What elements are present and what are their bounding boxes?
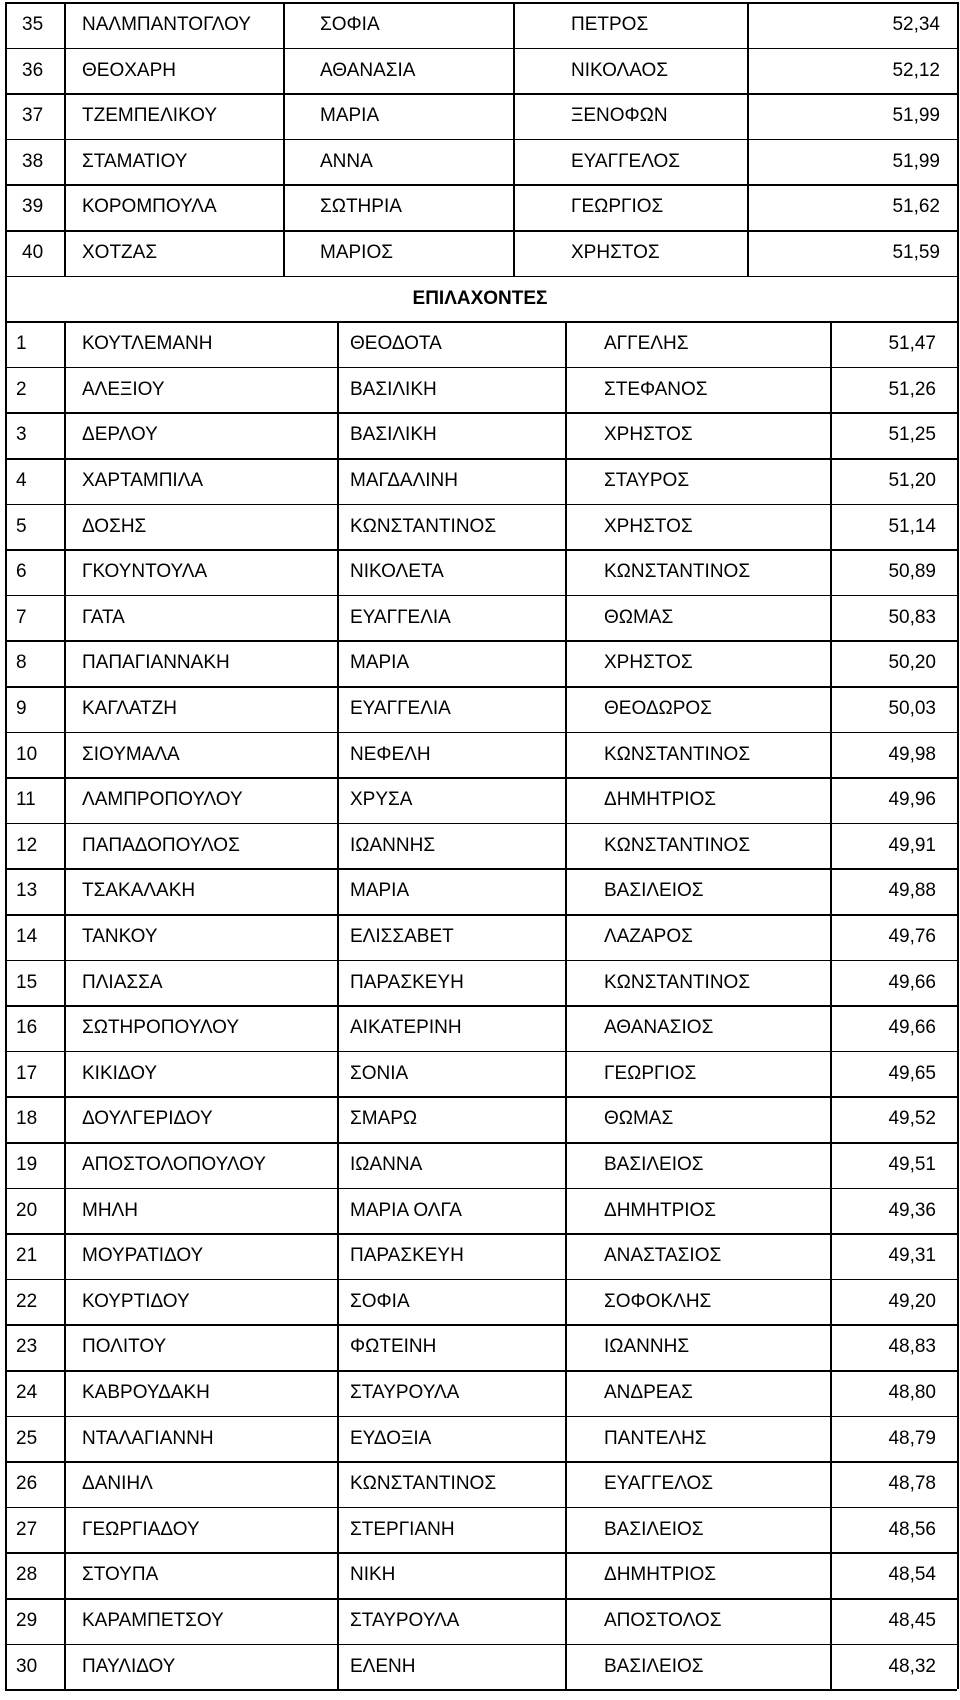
table-gridline <box>565 321 567 1689</box>
cell-score: 49,66 <box>888 971 936 993</box>
table-row <box>0 1507 960 1553</box>
cell-father: ΠΕΤΡΟΣ <box>571 14 649 35</box>
cell-n: 24 <box>16 1382 38 1403</box>
cell-name: ΑΝΝΑ <box>320 150 373 172</box>
cell-n: 30 <box>16 1655 38 1677</box>
cell-n: 7 <box>16 606 27 628</box>
cell-name: ΣΟΦΙΑ <box>320 14 380 35</box>
cell-score: 52,34 <box>892 14 940 35</box>
cell-n: 12 <box>16 834 38 856</box>
cell-n: 17 <box>16 1062 38 1084</box>
cell-n: 23 <box>16 1336 38 1358</box>
cell-father: ΔΗΜΗΤΡΙΟΣ <box>604 789 717 811</box>
cell-father: ΑΝΑΣΤΑΣΙΟΣ <box>604 1245 722 1267</box>
cell-father: ΘΩΜΑΣ <box>604 1108 674 1130</box>
cell-name: ΜΑΡΙΑ ΟΛΓΑ <box>350 1199 462 1221</box>
cell-surname: ΓΑΤΑ <box>82 606 125 628</box>
cell-surname: ΠΑΠΑΔΟΠΟΥΛΟΣ <box>82 834 240 856</box>
cell-father: ΕΥΑΓΓΕΛΟΣ <box>604 1473 714 1495</box>
cell-score: 50,83 <box>888 606 936 628</box>
table-row <box>0 1552 960 1598</box>
cell-score: 49,66 <box>888 1017 936 1039</box>
cell-n: 36 <box>22 59 44 81</box>
cell-father: ΣΟΦΟΚΛΗΣ <box>604 1290 712 1312</box>
table-row <box>0 1416 960 1462</box>
cell-n: 16 <box>16 1017 38 1039</box>
cell-surname: ΠΛΙΑΣΣΑ <box>82 971 163 993</box>
cell-father: ΕΥΑΓΓΕΛΟΣ <box>571 150 681 172</box>
table-row <box>0 504 960 550</box>
cell-father: ΠΑΝΤΕΛΗΣ <box>604 1427 707 1449</box>
cell-n: 5 <box>16 515 27 537</box>
table-row <box>0 732 960 778</box>
table-row <box>0 868 960 914</box>
cell-n: 3 <box>16 424 27 446</box>
cell-name: ΜΑΡΙΟΣ <box>320 242 393 263</box>
cell-n: 25 <box>16 1427 38 1449</box>
cell-n: 28 <box>16 1564 38 1586</box>
cell-father: ΑΘΑΝΑΣΙΟΣ <box>604 1017 714 1039</box>
table-row <box>0 1324 960 1370</box>
cell-name: ΕΥΑΓΓΕΛΙΑ <box>350 606 451 628</box>
cell-n: 29 <box>16 1610 38 1631</box>
cell-score: 51,62 <box>892 196 940 218</box>
table-row <box>0 595 960 641</box>
cell-surname: ΤΣΑΚΑΛΑΚΗ <box>82 880 196 902</box>
table-row <box>0 139 960 185</box>
table-gridline <box>283 2 285 276</box>
cell-score: 52,12 <box>892 59 940 81</box>
cell-name: ΦΩΤΕΙΝΗ <box>350 1336 437 1358</box>
cell-surname: ΠΑΥΛΙΔΟΥ <box>82 1655 176 1677</box>
table-row <box>0 1051 960 1097</box>
cell-father: ΧΡΗΣΤΟΣ <box>571 242 660 263</box>
cell-score: 49,20 <box>888 1290 936 1312</box>
table-gridline <box>5 276 7 322</box>
cell-father: ΣΤΑΥΡΟΣ <box>604 470 690 491</box>
cell-name: ΒΑΣΙΛΙΚΗ <box>350 424 437 446</box>
cell-father: ΘΕΟΔΩΡΟΣ <box>604 698 712 719</box>
cell-n: 14 <box>16 926 38 947</box>
table-row <box>0 777 960 823</box>
cell-surname: ΤΑΝΚΟΥ <box>82 926 158 947</box>
cell-surname: ΠΑΠΑΓΙΑΝΝΑΚΗ <box>82 652 230 674</box>
table-row <box>0 1188 960 1234</box>
cell-score: 50,03 <box>888 698 936 719</box>
cell-father: ΔΗΜΗΤΡΙΟΣ <box>604 1199 717 1221</box>
cell-n: 22 <box>16 1290 38 1312</box>
cell-father: ΔΗΜΗΤΡΙΟΣ <box>604 1564 717 1586</box>
cell-surname: ΣΤΟΥΠΑ <box>82 1564 159 1586</box>
cell-score: 48,79 <box>888 1427 936 1449</box>
table-row <box>0 1005 960 1051</box>
cell-father: ΚΩΝΣΤΑΝΤΙΝΟΣ <box>604 561 751 583</box>
cell-name: ΚΩΝΣΤΑΝΤΙΝΟΣ <box>350 1473 497 1495</box>
table-row <box>0 914 960 960</box>
cell-score: 51,59 <box>892 242 940 263</box>
cell-surname: ΣΤΑΜΑΤΙΟΥ <box>82 150 188 172</box>
cell-surname: ΠΟΛΙΤΟΥ <box>82 1336 167 1358</box>
cell-score: 51,20 <box>888 470 936 491</box>
cell-n: 27 <box>16 1518 38 1540</box>
cell-name: ΘΕΟΔΟΤΑ <box>350 333 442 355</box>
table-row <box>0 640 960 686</box>
table-row <box>0 1644 960 1690</box>
cell-n: 20 <box>16 1199 38 1221</box>
cell-score: 48,45 <box>888 1610 936 1631</box>
cell-name: ΣΜΑΡΩ <box>350 1108 418 1130</box>
cell-name: ΙΩΑΝΝΗΣ <box>350 834 436 856</box>
cell-n: 13 <box>16 880 38 902</box>
table-gridline <box>957 276 959 322</box>
cell-score: 51,99 <box>892 150 940 172</box>
table-gridline <box>957 2 959 276</box>
cell-score: 51,47 <box>888 333 936 355</box>
table-gridline <box>830 321 832 1689</box>
cell-name: ΕΛΕΝΗ <box>350 1655 416 1677</box>
cell-n: 11 <box>16 789 36 811</box>
table-row <box>0 367 960 413</box>
cell-score: 51,14 <box>888 515 936 537</box>
cell-surname: ΓΕΩΡΓΙΑΔΟΥ <box>82 1518 200 1540</box>
cell-father: ΒΑΣΙΛΕΙΟΣ <box>604 880 704 902</box>
cell-score: 49,88 <box>888 880 936 902</box>
table-gridline <box>5 321 7 1689</box>
cell-n: 21 <box>16 1245 38 1267</box>
cell-father: ΚΩΝΣΤΑΝΤΙΝΟΣ <box>604 743 751 765</box>
cell-n: 4 <box>16 470 27 491</box>
table-row <box>0 321 960 367</box>
cell-surname: ΔΟΥΛΓΕΡΙΔΟΥ <box>82 1108 213 1130</box>
table-row <box>0 1461 960 1507</box>
cell-name: ΝΙΚΗ <box>350 1564 396 1586</box>
cell-n: 39 <box>22 196 44 218</box>
cell-surname: ΝΑΛΜΠΑΝΤΟΓΛΟΥ <box>82 14 251 35</box>
cell-name: ΝΙΚΟΛΕΤΑ <box>350 561 444 583</box>
table-gridline <box>513 2 515 276</box>
cell-surname: ΚΟΥΤΛΕΜΑΝΗ <box>82 333 213 355</box>
cell-father: ΒΑΣΙΛΕΙΟΣ <box>604 1518 704 1540</box>
table-gridline <box>337 321 339 1689</box>
cell-father: ΛΑΖΑΡΟΣ <box>604 926 693 947</box>
cell-n: 2 <box>16 378 27 400</box>
table-row <box>0 458 960 504</box>
cell-father: ΧΡΗΣΤΟΣ <box>604 515 693 537</box>
table-row <box>0 412 960 458</box>
cell-name: ΧΡΥΣΑ <box>350 789 413 811</box>
cell-surname: ΚΑΒΡΟΥΔΑΚΗ <box>82 1382 210 1403</box>
cell-surname: ΧΟΤΖΑΣ <box>82 242 158 263</box>
cell-father: ΘΩΜΑΣ <box>604 606 674 628</box>
cell-n: 19 <box>16 1154 38 1175</box>
cell-name: ΣΟΦΙΑ <box>350 1290 410 1312</box>
cell-score: 49,51 <box>888 1154 936 1175</box>
cell-father: ΚΩΝΣΤΑΝΤΙΝΟΣ <box>604 971 751 993</box>
table-gridline <box>957 321 959 1689</box>
cell-name: ΕΥΔΟΞΙΑ <box>350 1427 432 1449</box>
table-row <box>0 2 960 48</box>
cell-name: ΑΘΑΝΑΣΙΑ <box>320 59 416 81</box>
table-row <box>0 1598 960 1644</box>
cell-father: ΧΡΗΣΤΟΣ <box>604 424 693 446</box>
cell-n: 37 <box>22 105 44 127</box>
cell-score: 49,91 <box>888 834 936 856</box>
cell-name: ΕΥΑΓΓΕΛΙΑ <box>350 698 451 719</box>
cell-surname: ΚΟΡΟΜΠΟΥΛΑ <box>82 196 217 218</box>
cell-surname: ΚΙΚΙΔΟΥ <box>82 1062 158 1084</box>
cell-score: 49,96 <box>888 789 936 811</box>
cell-score: 48,78 <box>888 1473 936 1495</box>
cell-surname: ΣΙΟΥΜΑΛΑ <box>82 743 180 765</box>
cell-score: 49,65 <box>888 1062 936 1084</box>
table-row <box>0 184 960 230</box>
cell-n: 6 <box>16 561 27 583</box>
table-gridline <box>64 321 66 1689</box>
cell-score: 49,76 <box>888 926 936 947</box>
cell-father: ΒΑΣΙΛΕΙΟΣ <box>604 1154 704 1175</box>
cell-father: ΧΡΗΣΤΟΣ <box>604 652 693 674</box>
cell-father: ΝΙΚΟΛΑΟΣ <box>571 59 669 81</box>
table-row <box>0 960 960 1006</box>
cell-n: 10 <box>16 743 38 765</box>
cell-surname: ΑΠΟΣΤΟΛΟΠΟΥΛΟΥ <box>82 1154 266 1175</box>
cell-surname: ΚΟΥΡΤΙΔΟΥ <box>82 1290 190 1312</box>
cell-name: ΠΑΡΑΣΚΕΥΗ <box>350 1245 464 1267</box>
table-row <box>0 1279 960 1325</box>
cell-score: 50,20 <box>888 652 936 674</box>
cell-father: ΞΕΝΟΦΩΝ <box>571 105 668 127</box>
cell-name: ΝΕΦΕΛΗ <box>350 743 431 765</box>
cell-father: ΑΝΔΡΕΑΣ <box>604 1382 693 1403</box>
table-row <box>0 1370 960 1416</box>
cell-father: ΙΩΑΝΝΗΣ <box>604 1336 690 1358</box>
cell-surname: ΔΕΡΛΟΥ <box>82 424 158 446</box>
table-row <box>0 823 960 869</box>
cell-name: ΣΟΝΙΑ <box>350 1062 409 1084</box>
cell-name: ΠΑΡΑΣΚΕΥΗ <box>350 971 464 993</box>
cell-surname: ΣΩΤΗΡΟΠΟΥΛΟΥ <box>82 1017 240 1039</box>
table-gridline <box>5 1689 957 1691</box>
cell-surname: ΧΑΡΤΑΜΠΙΛΑ <box>82 470 204 491</box>
cell-surname: ΛΑΜΠΡΟΠΟΥΛΟΥ <box>82 789 243 811</box>
table-row <box>0 93 960 139</box>
cell-name: ΜΑΓΔΑΛΙΝΗ <box>350 470 458 491</box>
cell-n: 15 <box>16 971 38 993</box>
table-row <box>0 686 960 732</box>
table-row <box>0 230 960 276</box>
cell-name: ΒΑΣΙΛΙΚΗ <box>350 378 437 400</box>
cell-score: 51,25 <box>888 424 936 446</box>
cell-father: ΓΕΩΡΓΙΟΣ <box>604 1062 697 1084</box>
cell-score: 51,99 <box>892 105 940 127</box>
cell-score: 48,80 <box>888 1382 936 1403</box>
cell-score: 48,32 <box>888 1655 936 1677</box>
cell-n: 18 <box>16 1108 38 1130</box>
cell-surname: ΝΤΑΛΑΓΙΑΝΝΗ <box>82 1427 214 1449</box>
cell-father: ΑΠΟΣΤΟΛΟΣ <box>604 1610 722 1631</box>
cell-surname: ΔΟΣΗΣ <box>82 515 147 537</box>
cell-surname: ΑΛΕΞΙΟΥ <box>82 378 165 400</box>
cell-n: 40 <box>22 242 44 263</box>
table-gridline <box>747 2 749 276</box>
cell-n: 26 <box>16 1473 38 1495</box>
cell-name: ΜΑΡΙΑ <box>350 880 410 902</box>
table-gridline <box>5 276 957 278</box>
cell-surname: ΤΖΕΜΠΕΛΙΚΟΥ <box>82 105 218 127</box>
cell-score: 49,52 <box>888 1108 936 1130</box>
cell-score: 48,83 <box>888 1336 936 1358</box>
cell-father: ΒΑΣΙΛΕΙΟΣ <box>604 1655 704 1677</box>
cell-name: ΙΩΑΝΝΑ <box>350 1154 423 1175</box>
cell-score: 49,36 <box>888 1199 936 1221</box>
table-row <box>0 1233 960 1279</box>
cell-father: ΣΤΕΦΑΝΟΣ <box>604 378 708 400</box>
cell-n: 9 <box>16 698 27 719</box>
cell-surname: ΚΑΓΛΑΤΖΗ <box>82 698 177 719</box>
cell-father: ΚΩΝΣΤΑΝΤΙΝΟΣ <box>604 834 751 856</box>
table-row <box>0 549 960 595</box>
cell-name: ΕΛΙΣΣΑΒΕΤ <box>350 926 454 947</box>
cell-name: ΚΩΝΣΤΑΝΤΙΝΟΣ <box>350 515 497 537</box>
cell-name: ΑΙΚΑΤΕΡΙΝΗ <box>350 1017 462 1039</box>
table-row <box>0 1096 960 1142</box>
cell-name: ΣΤΕΡΓΙΑΝΗ <box>350 1518 455 1540</box>
cell-score: 48,56 <box>888 1518 936 1540</box>
cell-n: 1 <box>16 333 27 355</box>
cell-surname: ΔΑΝΙΗΛ <box>82 1473 153 1495</box>
cell-n: 35 <box>22 14 44 35</box>
section-title-runners-up: ΕΠΙΛΑΧΟΝΤΕΣ <box>412 287 548 309</box>
cell-name: ΜΑΡΙΑ <box>350 652 410 674</box>
cell-surname: ΜΟΥΡΑΤΙΔΟΥ <box>82 1245 204 1267</box>
cell-score: 51,26 <box>888 378 936 400</box>
cell-father: ΑΓΓΕΛΗΣ <box>604 333 689 355</box>
cell-score: 50,89 <box>888 561 936 583</box>
cell-name: ΣΤΑΥΡΟΥΛΑ <box>350 1382 460 1403</box>
cell-score: 49,31 <box>888 1245 936 1267</box>
cell-surname: ΘΕΟΧΑΡΗ <box>82 59 176 81</box>
cell-score: 49,98 <box>888 743 936 765</box>
table-row <box>0 1142 960 1188</box>
cell-score: 48,54 <box>888 1564 936 1586</box>
cell-n: 38 <box>22 150 44 172</box>
table-gridline <box>64 2 66 276</box>
cell-name: ΜΑΡΙΑ <box>320 105 380 127</box>
cell-n: 8 <box>16 652 27 674</box>
cell-father: ΓΕΩΡΓΙΟΣ <box>571 196 664 218</box>
cell-name: ΣΩΤΗΡΙΑ <box>320 196 402 218</box>
table-gridline <box>5 2 7 276</box>
table-row <box>0 48 960 94</box>
cell-name: ΣΤΑΥΡΟΥΛΑ <box>350 1610 460 1631</box>
cell-surname: ΓΚΟΥΝΤΟΥΛΑ <box>82 561 208 583</box>
cell-surname: ΜΗΛΗ <box>82 1199 138 1221</box>
cell-surname: ΚΑΡΑΜΠΕΤΣΟΥ <box>82 1610 224 1631</box>
